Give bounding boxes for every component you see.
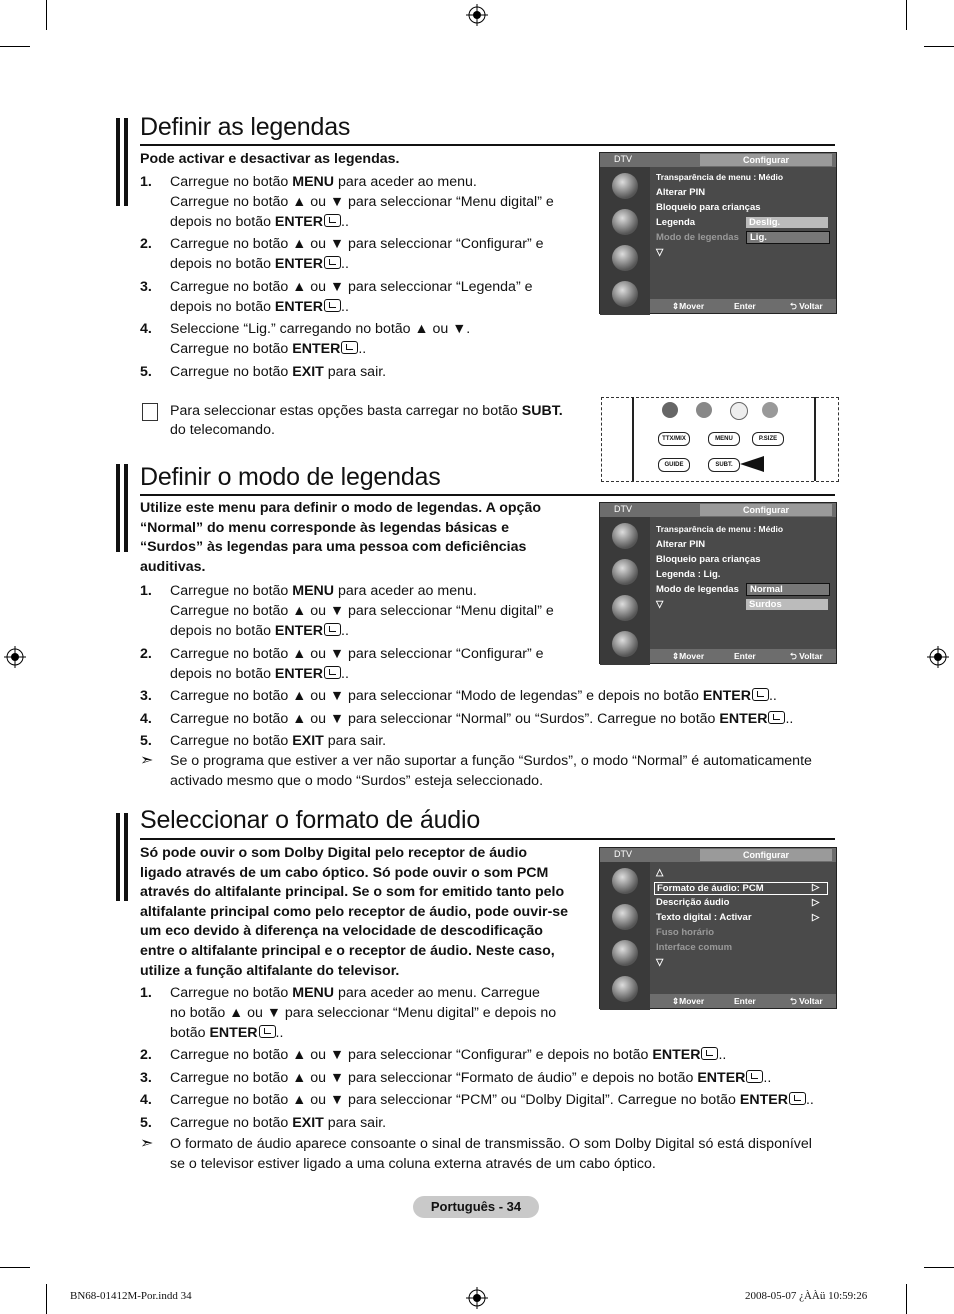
step-number: 3. xyxy=(140,688,152,705)
menu-row: Bloqueio para crianças xyxy=(656,554,761,565)
step-text: Carregue no botão ▲ ou ▼ para seleccionar “Formato de áudio” e depois no botão ENTER .. xyxy=(170,1069,772,1086)
menu-category-icon xyxy=(612,940,638,966)
remote-button: TTX/MIX xyxy=(658,432,690,446)
text-line: “Normal” do menu corresponde às legendas básicas e xyxy=(140,519,509,536)
menu-category-icon xyxy=(612,523,638,549)
text-line: entre o altifalante principal e o receptor de áudio. Neste caso, xyxy=(140,943,555,959)
registration-mark-icon xyxy=(466,4,488,26)
menu-category-icon xyxy=(612,631,638,657)
text-line: Se o programa que estiver a ver não suportar a função “Surdos”, o modo “Normal” é automaticamente xyxy=(170,753,812,769)
menu-row: Transparência de menu : Médio xyxy=(656,524,784,534)
menu-row: Legenda xyxy=(656,217,696,228)
menu-header: Configurar xyxy=(700,154,832,166)
note-arrow-icon: ➣ xyxy=(140,752,154,769)
step-text: depois no botão ENTER .. xyxy=(170,623,349,639)
step-text: Carregue no botão ▲ ou ▼ para seleccionar “Modo de legendas” e depois no botão ENTER .. xyxy=(170,688,777,705)
menu-row-arrow: ▷ xyxy=(812,882,820,893)
menu-option-highlighted: Deslig. xyxy=(746,217,828,228)
menu-row: Fuso horário xyxy=(656,927,715,938)
step-text: Carregue no botão EXIT para sair. xyxy=(170,1114,387,1131)
text-line: Para seleccionar estas opções basta carregar no botão SUBT. xyxy=(170,403,563,419)
text-line: através do altifalante principal. Se o som for emitido tanto pelo xyxy=(140,884,565,901)
menu-row: Transparência de menu : Médio xyxy=(656,172,784,182)
step-text: Carregue no botão ▲ ou ▼ para seleccionar “Normal” ou “Surdos”. Carregue no botão ENTER .. xyxy=(170,710,794,727)
footer-file: BN68-01412M-Por.indd 34 xyxy=(70,1290,192,1302)
section-title: Seleccionar o formato de áudio xyxy=(140,806,481,834)
step-number: 5. xyxy=(140,1114,152,1131)
menu-sidebar xyxy=(600,167,650,315)
menu-row: △ xyxy=(656,867,664,878)
text-line: “Surdos” às legendas para uma pessoa com deficiências xyxy=(140,539,527,556)
enter-icon xyxy=(324,256,341,269)
text-line: Utilize este menu para definir o modo de legendas. A opção xyxy=(140,500,542,516)
step-text: Carregue no botão MENU para aceder ao menu. Carregue xyxy=(170,985,540,1001)
note-arrow-icon: ➣ xyxy=(140,1135,154,1152)
step-number: 1. xyxy=(140,174,152,190)
note-icon xyxy=(142,403,158,421)
menu-footer-label: ⮌ Voltar xyxy=(790,301,823,311)
menu-row-arrow: ▷ xyxy=(812,912,820,923)
menu-header: Configurar xyxy=(700,849,832,861)
enter-icon xyxy=(768,711,785,724)
remote-button: SUBT. xyxy=(708,458,740,472)
section-intro: Pode activar e desactivar as legendas. xyxy=(140,151,400,167)
menu-sidebar xyxy=(600,862,650,1010)
step-text: depois no botão ENTER .. xyxy=(170,298,349,315)
menu-row: Modo de legendas xyxy=(656,584,739,595)
step-number: 2. xyxy=(140,236,152,253)
menu-footer xyxy=(650,649,836,663)
step-number: 4. xyxy=(140,1092,152,1109)
menu-row: Modo de legendas xyxy=(656,232,739,243)
menu-category-icon xyxy=(612,281,638,307)
remote-button: MENU xyxy=(708,432,740,446)
section-title: Definir as legendas xyxy=(140,113,351,141)
step-text: botão ENTER .. xyxy=(170,1025,284,1041)
step-number: 5. xyxy=(140,363,152,380)
step-number: 2. xyxy=(140,645,152,662)
menu-row: ▽ xyxy=(656,957,664,968)
registration-mark-icon xyxy=(4,646,26,668)
step-number: 4. xyxy=(140,710,152,727)
menu-category-icon xyxy=(612,245,638,271)
step-text: Carregue no botão ▲ ou ▼ para seleccionar “Configurar” e depois no botão ENTER .. xyxy=(170,1047,727,1064)
remote-button: P.SIZE xyxy=(752,432,784,446)
text-line: O formato de áudio aparece consoante o sinal de transmissão. O som Dolby Digital só está disponível xyxy=(170,1136,812,1152)
menu-row: Bloqueio para crianças xyxy=(656,202,761,213)
menu-row: Texto digital : Activar xyxy=(656,912,752,923)
tv-menu-screenshot xyxy=(599,847,837,1009)
menu-category-icon xyxy=(612,904,638,930)
step-text: Carregue no botão ▲ ou ▼ para seleccionar “Configurar” e xyxy=(170,236,544,253)
step-text: Carregue no botão EXIT para sair. xyxy=(170,363,387,380)
step-text: Carregue no botão ▲ ou ▼ para seleccionar “Configurar” e xyxy=(170,645,544,662)
step-text: no botão ▲ ou ▼ para seleccionar “Menu digital” e depois no xyxy=(170,1005,557,1021)
section-title: Definir o modo de legendas xyxy=(140,463,441,491)
enter-icon xyxy=(789,1092,806,1105)
menu-footer-label: ⇕Mover xyxy=(672,651,705,661)
text-line: se o televisor estiver ligado a uma coluna externa através de um cabo óptico. xyxy=(170,1156,656,1172)
page-number-badge: Português - 34 xyxy=(413,1196,539,1218)
enter-icon xyxy=(324,299,341,312)
tv-menu-screenshot xyxy=(599,152,837,314)
step-text: Carregue no botão EXIT para sair. xyxy=(170,733,387,750)
text-line: auditivas. xyxy=(140,559,206,576)
step-text: Carregue no botão ▲ ou ▼ para seleccionar “Menu digital” e xyxy=(170,194,554,210)
menu-row: Legenda : Lig. xyxy=(656,569,721,580)
menu-category-icon xyxy=(612,976,638,1002)
registration-mark-icon xyxy=(466,1287,488,1309)
menu-row: Alterar PIN xyxy=(656,539,706,550)
step-number: 4. xyxy=(140,321,152,338)
text-line: utilize a função altifalante do televisor. xyxy=(140,962,400,979)
step-text: Carregue no botão ENTER .. xyxy=(170,341,367,358)
enter-icon xyxy=(341,341,358,354)
menu-header: Configurar xyxy=(700,504,832,516)
step-text: Carregue no botão MENU para aceder ao menu. xyxy=(170,583,477,599)
tv-menu-screenshot xyxy=(599,502,837,664)
step-text: depois no botão ENTER .. xyxy=(170,214,349,230)
menu-footer xyxy=(650,994,836,1008)
step-text: Carregue no botão ▲ ou ▼ para seleccionar “PCM” ou “Dolby Digital”. Carregue no botão ENTER .. xyxy=(170,1092,814,1109)
enter-icon xyxy=(324,623,341,636)
enter-icon xyxy=(746,1070,763,1083)
enter-icon xyxy=(701,1047,718,1060)
menu-footer-label: Enter xyxy=(734,301,756,311)
remote-button: GUIDE xyxy=(658,458,690,472)
menu-footer-label: Enter xyxy=(734,996,756,1006)
menu-category-icon xyxy=(612,559,638,585)
step-number: 2. xyxy=(140,1047,152,1064)
menu-category-icon xyxy=(612,868,638,894)
dtv-label: DTV xyxy=(614,504,632,514)
text-line: ligado através de um cabo óptico. Só pode ouvir o som PCM xyxy=(140,864,549,881)
menu-footer-label: ⮌ Voltar xyxy=(790,651,823,661)
menu-row: ▽ xyxy=(656,247,664,258)
menu-row: ▽ xyxy=(656,599,664,610)
step-text: Carregue no botão MENU para aceder ao menu. xyxy=(170,174,477,190)
step-number: 3. xyxy=(140,1069,152,1086)
menu-option-box: Lig. xyxy=(746,231,830,244)
menu-footer-label: ⮌ Voltar xyxy=(790,996,823,1006)
step-number: 3. xyxy=(140,278,152,295)
menu-row: Interface comum xyxy=(656,942,733,953)
text-line: do telecomando. xyxy=(170,422,275,438)
menu-sidebar xyxy=(600,517,650,665)
enter-icon xyxy=(324,214,341,227)
menu-category-icon xyxy=(612,595,638,621)
text-line: activado mesmo que o modo “Surdos” esteja seleccionado. xyxy=(170,773,544,789)
menu-row: Descrição áudio xyxy=(656,897,730,908)
step-text: Seleccione “Lig.” carregando no botão ▲ ou ▼. xyxy=(170,321,471,338)
menu-row-arrow: ▷ xyxy=(812,897,820,908)
step-text: Carregue no botão ▲ ou ▼ para seleccionar “Menu digital” e xyxy=(170,603,554,619)
step-text: depois no botão ENTER .. xyxy=(170,665,349,682)
enter-icon xyxy=(324,666,341,679)
menu-category-icon xyxy=(612,173,638,199)
menu-option-highlighted: Surdos xyxy=(746,599,828,610)
text-line: altifalante principal como pelo receptor de áudio, pode ouvir-se xyxy=(140,903,569,920)
registration-mark-icon xyxy=(927,646,949,668)
menu-row: Formato de áudio: PCM xyxy=(654,882,828,895)
menu-footer-label: ⇕Mover xyxy=(672,301,705,311)
remote-control-illustration xyxy=(601,397,839,482)
menu-footer-label: ⇕Mover xyxy=(672,996,705,1006)
enter-icon xyxy=(259,1025,276,1038)
menu-category-icon xyxy=(612,209,638,235)
text-line: um eco devido à diferença na velocidade de descodificação xyxy=(140,923,543,940)
dtv-label: DTV xyxy=(614,849,632,859)
step-text: Carregue no botão ▲ ou ▼ para seleccionar “Legenda” e xyxy=(170,278,533,295)
step-text: depois no botão ENTER .. xyxy=(170,256,349,273)
menu-footer-label: Enter xyxy=(734,651,756,661)
step-number: 1. xyxy=(140,583,152,599)
enter-icon xyxy=(752,688,769,701)
step-number: 1. xyxy=(140,985,152,1001)
footer-date: 2008-05-07 ¿ÀÀü 10:59:26 xyxy=(745,1290,868,1302)
menu-row: Alterar PIN xyxy=(656,187,706,198)
dtv-label: DTV xyxy=(614,154,632,164)
step-number: 5. xyxy=(140,733,152,750)
menu-option-box: Normal xyxy=(746,583,830,596)
text-line: Só pode ouvir o som Dolby Digital pelo receptor de áudio xyxy=(140,845,528,861)
menu-footer xyxy=(650,299,836,313)
